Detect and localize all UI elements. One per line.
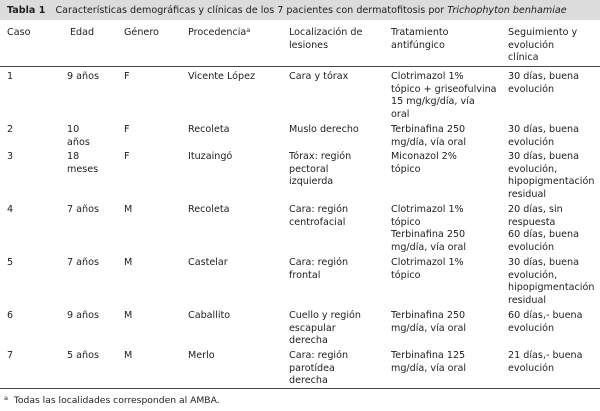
cell-edad-line: 10 (67, 124, 80, 135)
cell-tratamiento (391, 204, 466, 254)
bottom-rule (0, 388, 600, 389)
cell-caso: 1 (7, 71, 14, 82)
cell-edad (67, 350, 99, 363)
table-label: Tabla 1 (7, 5, 46, 16)
cell-seguimiento-line: residual (508, 294, 547, 306)
cell-caso: 5 (7, 257, 14, 268)
cell-edad (67, 151, 98, 176)
cell-localizacion-line: izquierda (289, 176, 334, 187)
cell-localizacion-line: Cara: región (289, 204, 349, 215)
cell-seguimiento-line: evolución (508, 136, 555, 148)
caption-species: Trichophyton benhamiae (447, 5, 567, 16)
cell-edad-line: años (67, 136, 90, 148)
cell-procedencia: Recoleta (188, 204, 230, 215)
header-genero: Género (124, 27, 159, 38)
cell-edad (67, 124, 90, 149)
cell-seguimiento (508, 310, 582, 335)
cell-localizacion (289, 204, 348, 229)
cell-localizacion (289, 71, 348, 84)
cell-seguimiento-line: evolución, (508, 163, 558, 175)
footnote-marker: a (4, 394, 8, 402)
cell-seguimiento (508, 124, 579, 149)
cell-edad-line: meses (67, 163, 99, 175)
cell-procedencia: Castelar (188, 257, 228, 268)
cell-seguimiento-line: 30 días, buena (508, 124, 580, 135)
cell-localizacion (289, 310, 361, 348)
cell-edad-line: 7 años (67, 204, 99, 215)
cell-tratamiento-line: tópico (391, 269, 421, 281)
footnote-text: Todas las localidades corresponden al AMBA. (13, 395, 220, 406)
header-caso: Caso (7, 27, 31, 38)
cell-localizacion-line: centrofacial (289, 216, 346, 228)
header-localizacion-line: lesiones (289, 39, 329, 51)
cell-tratamiento (391, 310, 466, 335)
cell-localizacion-line: Cara: región (289, 257, 349, 268)
cell-localizacion-line: Cara: región (289, 350, 349, 361)
cell-tratamiento-line: tópico (391, 216, 421, 228)
cell-seguimiento-line: 20 días, sin (508, 204, 563, 215)
header-seguimiento-line: Seguimiento y (508, 27, 578, 38)
cell-tratamiento-line: mg/día, vía oral (391, 362, 467, 374)
cell-seguimiento-line: hipopigmentación (508, 176, 595, 187)
header-tratamiento-line: antifúngico (391, 39, 445, 51)
cell-seguimiento-line: respuesta (508, 216, 556, 228)
cell-tratamiento-line: Terbinafina 125 (391, 350, 466, 361)
cell-caso: 2 (7, 124, 14, 135)
header-tratamiento (391, 27, 449, 52)
cell-localizacion-line: parotídea (289, 362, 335, 374)
header-tratamiento-line: Tratamiento (391, 27, 449, 38)
cell-procedencia: Merlo (188, 350, 215, 361)
cell-tratamiento-line: 15 mg/kg/día, vía (391, 96, 475, 107)
cell-caso: 7 (7, 350, 14, 361)
cell-procedencia: Caballito (188, 310, 231, 321)
cell-edad-line: 9 años (67, 71, 99, 82)
cell-edad (67, 310, 99, 323)
table-caption (0, 0, 600, 20)
header-procedencia-text: Procedencia (188, 27, 247, 38)
header-rule (0, 66, 600, 67)
cell-tratamiento (391, 350, 466, 375)
cell-localizacion (289, 350, 348, 388)
cell-seguimiento (508, 204, 579, 254)
header-procedencia (188, 27, 250, 40)
cell-tratamiento-line: Miconazol 2% (391, 151, 457, 162)
cell-localizacion-line: derecha (289, 375, 328, 386)
cell-procedencia: Ituzaingó (188, 151, 233, 162)
cell-genero: M (124, 204, 133, 215)
header-seguimiento-line: evolución (508, 39, 555, 51)
header-localizacion-line: Localización de (289, 27, 363, 38)
cell-tratamiento-line: Terbinafina 250 (391, 124, 466, 135)
cell-edad (67, 71, 99, 84)
cell-tratamiento-line: mg/día, vía oral (391, 322, 467, 334)
cell-seguimiento-line: 30 días, buena (508, 257, 580, 268)
cell-tratamiento-line: Terbinafina 250 (391, 310, 466, 321)
cell-localizacion-line: Muslo derecho (289, 124, 359, 135)
cell-edad (67, 204, 99, 217)
cell-seguimiento-line: evolución (508, 241, 555, 253)
cell-seguimiento-line: evolución (508, 362, 555, 374)
cell-procedencia: Recoleta (188, 124, 230, 135)
cell-seguimiento (508, 257, 594, 307)
cell-tratamiento-line: tópico (391, 163, 421, 175)
cell-localizacion-line: Cuello y región (289, 310, 361, 321)
cell-seguimiento-line: 60 días,- buena (508, 310, 583, 321)
cell-seguimiento-line: 30 días, buena (508, 151, 580, 162)
cell-localizacion-line: derecha (289, 335, 328, 346)
cell-edad-line: 18 (67, 151, 80, 162)
cell-tratamiento-line: Clotrimazol 1% (391, 71, 464, 82)
cell-genero: F (124, 71, 130, 82)
cell-tratamiento-line: Clotrimazol 1% (391, 204, 464, 215)
cell-caso: 4 (7, 204, 14, 215)
cell-tratamiento (391, 257, 464, 282)
cell-tratamiento-line: tópico + griseofulvina (391, 83, 497, 95)
cell-caso: 3 (7, 151, 14, 162)
header-seguimiento-line: clínica (508, 52, 539, 63)
cell-seguimiento (508, 151, 594, 201)
cell-tratamiento-line: mg/día, vía oral (391, 241, 467, 253)
cell-seguimiento-line: 60 días, buena (508, 229, 580, 240)
footnote (4, 395, 220, 406)
cell-genero: F (124, 151, 130, 162)
caption-text: Características demográficas y clínicas de los 7 pacientes con dermatofitosis por (55, 5, 448, 16)
cell-localizacion-line: Tórax: región (289, 151, 352, 162)
cell-localizacion (289, 124, 359, 137)
cell-localizacion-line: Cara y tórax (289, 71, 349, 82)
cell-seguimiento-line: 30 días, buena (508, 71, 580, 82)
cell-edad-line: 5 años (67, 350, 99, 361)
cell-caso: 6 (7, 310, 14, 321)
header-localizacion (289, 27, 362, 52)
cell-seguimiento (508, 350, 582, 375)
cell-tratamiento-line: mg/día, vía oral (391, 136, 467, 148)
cell-localizacion-line: frontal (289, 269, 321, 281)
cell-localizacion (289, 151, 351, 189)
cell-edad (67, 257, 99, 270)
cell-seguimiento-line: residual (508, 188, 547, 200)
cell-genero: F (124, 124, 130, 135)
cell-tratamiento (391, 151, 457, 176)
cell-edad-line: 9 años (67, 310, 99, 321)
cell-genero: M (124, 350, 133, 361)
cell-edad-line: 7 años (67, 257, 99, 268)
cell-localizacion-line: pectoral (289, 163, 329, 175)
cell-genero: M (124, 310, 133, 321)
cell-genero: M (124, 257, 133, 268)
header-edad: Edad (70, 27, 95, 38)
cell-seguimiento-line: evolución (508, 322, 555, 334)
cell-tratamiento-line: Clotrimazol 1% (391, 257, 464, 268)
cell-tratamiento-line: Terbinafina 250 (391, 229, 466, 240)
cell-seguimiento-line: hipopigmentación (508, 282, 595, 293)
cell-seguimiento-line: evolución, (508, 269, 558, 281)
cell-localizacion-line: escapular (289, 322, 336, 334)
cell-tratamiento (391, 71, 497, 121)
cell-tratamiento-line: oral (391, 108, 410, 120)
cell-tratamiento (391, 124, 466, 149)
header-procedencia-sup: a (246, 26, 251, 34)
cell-procedencia: Vicente López (188, 71, 256, 82)
header-seguimiento (508, 27, 577, 65)
cell-seguimiento-line: 21 días,- buena (508, 350, 583, 361)
cell-localizacion (289, 257, 348, 282)
cell-seguimiento-line: evolución (508, 83, 555, 95)
cell-seguimiento (508, 71, 579, 96)
